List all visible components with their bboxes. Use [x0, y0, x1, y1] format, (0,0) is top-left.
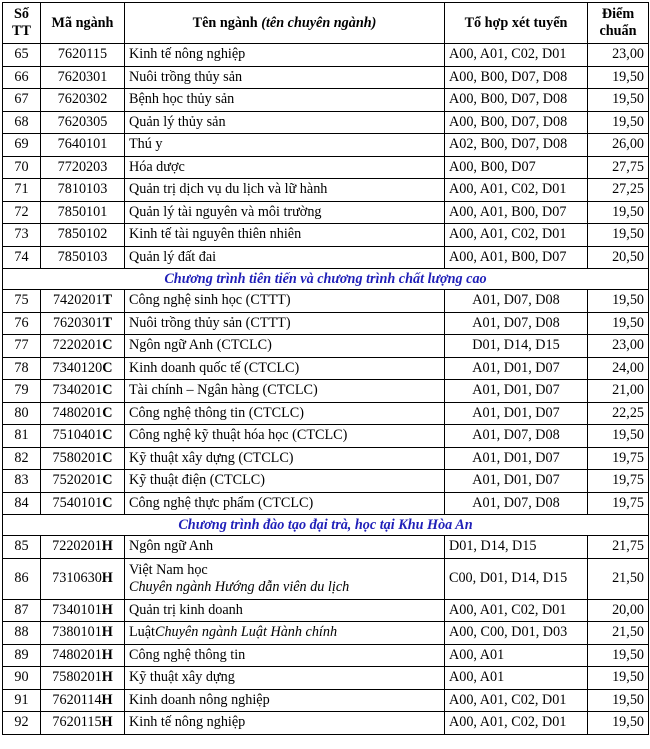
row-ma-code: 7340101: [52, 601, 102, 618]
row-ma-code: 7310630: [52, 570, 102, 586]
row-to-hop: D01, D14, D15: [445, 536, 588, 559]
row-ma-suffix: H: [101, 669, 113, 686]
row-stt: 78: [3, 357, 41, 380]
row-ten-nganh: [125, 89, 445, 112]
row-ma-code: 7510401: [52, 427, 103, 444]
row-ma-code: 7520201: [52, 472, 103, 489]
row-ma-suffix: C: [102, 427, 113, 444]
row-ma-nganh: [41, 111, 125, 134]
row-ma-suffix: C: [102, 449, 113, 466]
row-ten-nganh: [125, 246, 445, 269]
row-stt: 76: [3, 312, 41, 335]
row-stt: 65: [3, 44, 41, 67]
row-to-hop: A00, A01: [445, 667, 588, 690]
row-ma-code: 7580201: [52, 669, 102, 686]
row-ten-nganh: [125, 447, 445, 470]
row-ma-nganh: [41, 599, 125, 622]
row-ma-code: 7620301: [52, 314, 103, 331]
row-stt: 68: [3, 111, 41, 134]
table-row: [3, 201, 649, 224]
table-row: [3, 667, 649, 690]
row-ma-suffix: H: [101, 624, 113, 641]
row-ma-code: 7580201: [52, 449, 103, 466]
header-ten-nganh: [125, 3, 445, 44]
row-diem-chuan: 19,50: [588, 644, 649, 667]
row-ma-nganh: [41, 134, 125, 157]
row-to-hop: A00, A01, B00, D07: [445, 201, 588, 224]
row-to-hop: A00, C00, D01, D03: [445, 622, 588, 645]
row-ten-label: Việt Nam học: [129, 561, 208, 578]
row-ten-nganh: [125, 156, 445, 179]
row-diem-chuan: 19,75: [588, 447, 649, 470]
row-diem-chuan: 19,50: [588, 712, 649, 735]
row-ma-nganh: [41, 290, 125, 313]
row-diem-chuan: 23,00: [588, 335, 649, 358]
row-ten-nganh: [125, 712, 445, 735]
row-diem-chuan: 21,50: [588, 622, 649, 645]
row-ma-nganh: [41, 66, 125, 89]
table-row: [3, 402, 649, 425]
row-stt: 66: [3, 66, 41, 89]
row-stt: 86: [3, 558, 41, 599]
row-stt: 72: [3, 201, 41, 224]
row-ten-label: Kinh tế nông nghiệp: [129, 46, 246, 63]
row-ma-nganh: [41, 644, 125, 667]
row-stt: 70: [3, 156, 41, 179]
row-stt: 69: [3, 134, 41, 157]
row-diem-chuan: 24,00: [588, 357, 649, 380]
row-ten-label: Công nghệ thông tin: [129, 646, 246, 663]
row-ma-code: 7640101: [57, 136, 108, 153]
row-ten-label: Ngôn ngữ Anh (CTCLC): [129, 337, 272, 354]
table-row: [3, 599, 649, 622]
row-ma-code: 7850101: [57, 203, 108, 220]
row-to-hop: A01, D01, D07: [445, 402, 588, 425]
row-diem-chuan: 19,50: [588, 66, 649, 89]
header-ten-label: Tên ngành: [192, 14, 258, 31]
row-diem-chuan: 19,50: [588, 224, 649, 247]
row-ten-nganh: [125, 290, 445, 313]
row-ten-nganh: [125, 335, 445, 358]
row-ten-label: Hóa dược: [129, 158, 185, 175]
table-row: [3, 536, 649, 559]
row-diem-chuan: 20,50: [588, 246, 649, 269]
row-ma-code: 7480201: [52, 404, 103, 421]
row-ten-nganh: [125, 425, 445, 448]
table-row: [3, 224, 649, 247]
row-stt: 82: [3, 447, 41, 470]
row-ten-label: Kỹ thuật điện (CTCLC): [129, 472, 265, 489]
table-row: [3, 290, 649, 313]
row-ten-label: Công nghệ kỹ thuật hóa học (CTCLC): [129, 427, 348, 444]
row-stt: 80: [3, 402, 41, 425]
row-ma-code: 7340120: [52, 359, 103, 376]
table-row: [3, 425, 649, 448]
row-diem-chuan: 19,50: [588, 667, 649, 690]
row-diem-chuan: 21,75: [588, 536, 649, 559]
table-row: [3, 622, 649, 645]
row-ten-label: Bệnh học thủy sản: [129, 91, 235, 108]
row-to-hop: A00, A01, B00, D07: [445, 246, 588, 269]
row-ma-nganh: [41, 246, 125, 269]
table-row: [3, 111, 649, 134]
row-ma-suffix: C: [102, 382, 113, 399]
row-stt: 90: [3, 667, 41, 690]
row-ten-nganh: [125, 312, 445, 335]
row-ten-nganh: [125, 44, 445, 67]
row-to-hop: A01, D01, D07: [445, 470, 588, 493]
table-row: [3, 644, 649, 667]
row-stt: 84: [3, 492, 41, 515]
row-ma-nganh: [41, 492, 125, 515]
row-diem-chuan: 19,75: [588, 470, 649, 493]
row-diem-chuan: 19,50: [588, 201, 649, 224]
row-ma-code: 7850102: [57, 226, 108, 243]
row-ten-nganh: [125, 224, 445, 247]
row-to-hop: A00, A01, C02, D01: [445, 599, 588, 622]
row-ma-nganh: [41, 357, 125, 380]
row-to-hop: A00, A01: [445, 644, 588, 667]
row-ma-nganh: [41, 622, 125, 645]
row-ma-code: 7620114: [52, 691, 102, 708]
row-ten-nganh: [125, 558, 445, 599]
row-ten-label: Kinh doanh quốc tế (CTCLC): [129, 359, 300, 376]
row-ten-label: Luật: [129, 624, 155, 641]
row-to-hop: A00, A01, C02, D01: [445, 689, 588, 712]
row-ten-nganh: [125, 179, 445, 202]
row-ten-label: Kinh tế nông nghiệp: [129, 714, 246, 731]
row-diem-chuan: 27,25: [588, 179, 649, 202]
row-diem-chuan: 27,75: [588, 156, 649, 179]
table-row: [3, 134, 649, 157]
row-ma-nganh: [41, 44, 125, 67]
row-ten-nganh: [125, 667, 445, 690]
section-hoa-an-programs-title: Chương trình đào tạo đại trà, học tại Khu Hòa An: [3, 515, 649, 536]
table-row: [3, 66, 649, 89]
row-stt: 89: [3, 644, 41, 667]
row-ten-label: Kỹ thuật xây dựng: [129, 669, 235, 686]
row-ten-label: Tài chính – Ngân hàng (CTCLC): [129, 382, 318, 399]
row-ma-suffix: C: [102, 472, 113, 489]
header-to-hop: Tổ hợp xét tuyển: [445, 3, 588, 44]
row-ten-label: Quản lý tài nguyên và môi trường: [129, 203, 322, 220]
row-ma-code: 7620115: [57, 46, 108, 63]
row-stt: 75: [3, 290, 41, 313]
row-ma-suffix: C: [102, 359, 113, 376]
row-diem-chuan: 19,50: [588, 312, 649, 335]
row-to-hop: A01, D07, D08: [445, 425, 588, 448]
row-stt: 71: [3, 179, 41, 202]
row-ma-code: 7220201: [52, 337, 103, 354]
row-ten-label: Công nghệ thông tin (CTCLC): [129, 404, 304, 421]
row-chuyen-nganh: Chuyên ngành Luật Hành chính: [155, 624, 338, 641]
row-ma-code: 7620302: [57, 91, 108, 108]
table-header-row: [3, 3, 649, 44]
table-row: [3, 156, 649, 179]
row-ma-nganh: [41, 402, 125, 425]
row-diem-chuan: 26,00: [588, 134, 649, 157]
row-stt: 73: [3, 224, 41, 247]
row-ten-label: Kỹ thuật xây dựng (CTCLC): [129, 449, 294, 466]
row-to-hop: A00, B00, D07, D08: [445, 89, 588, 112]
table-row: [3, 558, 649, 599]
row-diem-chuan: 22,25: [588, 402, 649, 425]
row-ma-suffix: C: [102, 494, 113, 511]
row-to-hop: A01, D07, D08: [445, 290, 588, 313]
row-ten-nganh: [125, 134, 445, 157]
row-to-hop: A01, D01, D07: [445, 357, 588, 380]
table-row: [3, 89, 649, 112]
row-stt: 74: [3, 246, 41, 269]
row-ma-nganh: [41, 335, 125, 358]
table-row: [3, 492, 649, 515]
row-ma-nganh: [41, 201, 125, 224]
row-to-hop: A02, B00, D07, D08: [445, 134, 588, 157]
row-to-hop: A01, D01, D07: [445, 447, 588, 470]
row-ma-suffix: T: [102, 292, 113, 309]
row-ten-nganh: [125, 66, 445, 89]
row-to-hop: A01, D07, D08: [445, 312, 588, 335]
row-diem-chuan: 20,00: [588, 599, 649, 622]
row-ma-nganh: [41, 224, 125, 247]
row-ma-code: 7620305: [57, 113, 108, 130]
row-ten-nganh: [125, 402, 445, 425]
header-ten-note: (tên chuyên ngành): [261, 14, 377, 31]
row-ten-label: Quản trị dịch vụ du lịch và lữ hành: [129, 181, 328, 198]
row-stt: 87: [3, 599, 41, 622]
row-ten-label: Ngôn ngữ Anh: [129, 538, 214, 555]
row-ma-code: 7420201: [52, 292, 103, 309]
row-diem-chuan: 21,50: [588, 558, 649, 599]
table-row: [3, 447, 649, 470]
row-diem-chuan: 19,50: [588, 689, 649, 712]
row-ma-nganh: [41, 689, 125, 712]
row-ma-suffix: H: [101, 646, 113, 663]
row-diem-chuan: 23,00: [588, 44, 649, 67]
row-to-hop: A00, B00, D07, D08: [445, 66, 588, 89]
header-ma-nganh: Mã ngành: [41, 3, 125, 44]
row-stt: 79: [3, 380, 41, 403]
row-ma-nganh: [41, 312, 125, 335]
row-to-hop: A00, B00, D07: [445, 156, 588, 179]
table-row: [3, 335, 649, 358]
row-stt: 83: [3, 470, 41, 493]
section-advanced-programs: [3, 269, 649, 290]
header-diem-chuan: Điểm chuẩn: [588, 3, 649, 44]
admission-score-table: [2, 2, 649, 735]
row-ma-nganh: [41, 558, 125, 599]
row-ten-nganh: [125, 111, 445, 134]
row-stt: 81: [3, 425, 41, 448]
row-ma-nganh: [41, 667, 125, 690]
row-ten-label: Nuôi trồng thủy sản (CTTT): [129, 314, 291, 331]
row-ma-nganh: [41, 470, 125, 493]
table-row: [3, 312, 649, 335]
row-ma-code: 7540101: [52, 494, 103, 511]
row-ma-code: 7220201: [52, 538, 102, 555]
row-stt: 67: [3, 89, 41, 112]
section-hoa-an-programs: [3, 515, 649, 536]
table-row: [3, 357, 649, 380]
row-ma-suffix: T: [102, 314, 113, 331]
header-stt: Số TT: [3, 3, 41, 44]
row-ten-label: Nuôi trồng thủy sản: [129, 68, 243, 85]
row-ma-code: 7720203: [57, 158, 108, 175]
table-row: [3, 712, 649, 735]
table-row: [3, 246, 649, 269]
row-ten-nganh: [125, 689, 445, 712]
row-ten-nganh: [125, 644, 445, 667]
row-ma-code: 7340201: [52, 382, 103, 399]
row-stt: 91: [3, 689, 41, 712]
table-row: [3, 689, 649, 712]
row-diem-chuan: 19,50: [588, 111, 649, 134]
row-ten-label: Kinh tế tài nguyên thiên nhiên: [129, 226, 302, 243]
row-ten-label: Công nghệ thực phẩm (CTCLC): [129, 494, 314, 511]
row-ma-code: 7480201: [52, 646, 102, 663]
row-ma-suffix: H: [101, 714, 113, 731]
row-to-hop: A01, D01, D07: [445, 380, 588, 403]
row-stt: 85: [3, 536, 41, 559]
row-to-hop: A00, B00, D07, D08: [445, 111, 588, 134]
row-diem-chuan: 21,00: [588, 380, 649, 403]
row-to-hop: A01, D07, D08: [445, 492, 588, 515]
row-stt: 92: [3, 712, 41, 735]
section-advanced-programs-title: Chương trình tiên tiến và chương trình chất lượng cao: [3, 269, 649, 290]
table-row: [3, 470, 649, 493]
row-ma-nganh: [41, 89, 125, 112]
row-ma-suffix: H: [101, 601, 113, 618]
row-ten-label: Quản trị kinh doanh: [129, 601, 243, 618]
row-diem-chuan: 19,75: [588, 492, 649, 515]
row-ma-suffix: H: [101, 538, 113, 555]
table-row: [3, 179, 649, 202]
table-row: [3, 44, 649, 67]
row-to-hop: A00, A01, C02, D01: [445, 179, 588, 202]
row-ten-label: Thú y: [129, 136, 163, 153]
row-ten-nganh: [125, 201, 445, 224]
row-ten-nganh: [125, 536, 445, 559]
row-ma-code: 7620115: [52, 714, 102, 731]
row-ten-nganh: [125, 599, 445, 622]
row-to-hop: A00, A01, C02, D01: [445, 44, 588, 67]
row-ten-nganh: [125, 357, 445, 380]
row-ten-label: Quản lý đất đai: [129, 248, 217, 265]
row-stt: 77: [3, 335, 41, 358]
row-diem-chuan: 19,50: [588, 425, 649, 448]
row-to-hop: D01, D14, D15: [445, 335, 588, 358]
row-to-hop: A00, A01, C02, D01: [445, 224, 588, 247]
row-ma-code: 7380101: [52, 624, 102, 641]
row-ten-label: Kinh doanh nông nghiệp: [129, 691, 270, 708]
row-ten-nganh: [125, 622, 445, 645]
row-ma-code: 7620301: [57, 68, 108, 85]
row-ma-nganh: [41, 179, 125, 202]
row-ten-nganh: [125, 492, 445, 515]
row-ma-code: 7850103: [57, 248, 108, 265]
row-diem-chuan: 19,50: [588, 290, 649, 313]
row-ma-suffix: C: [102, 404, 113, 421]
row-to-hop: A00, A01, C02, D01: [445, 712, 588, 735]
row-ma-suffix: H: [101, 570, 113, 586]
row-ma-nganh: [41, 380, 125, 403]
row-chuyen-nganh: Chuyên ngành Hướng dẫn viên du lịch: [129, 578, 350, 595]
row-ma-suffix: H: [101, 691, 113, 708]
row-ma-nganh: [41, 536, 125, 559]
row-ma-nganh: [41, 447, 125, 470]
row-ten-label: Công nghệ sinh học (CTTT): [129, 292, 291, 309]
row-ma-nganh: [41, 156, 125, 179]
row-ma-suffix: C: [102, 337, 113, 354]
row-ma-nganh: [41, 712, 125, 735]
row-to-hop: C00, D01, D14, D15: [445, 558, 588, 599]
row-ma-nganh: [41, 425, 125, 448]
row-diem-chuan: 19,50: [588, 89, 649, 112]
row-ten-nganh: [125, 470, 445, 493]
row-ten-label: Quản lý thủy sản: [129, 113, 226, 130]
row-ten-nganh: [125, 380, 445, 403]
row-stt: 88: [3, 622, 41, 645]
row-ma-code: 7810103: [57, 181, 108, 198]
table-row: [3, 380, 649, 403]
